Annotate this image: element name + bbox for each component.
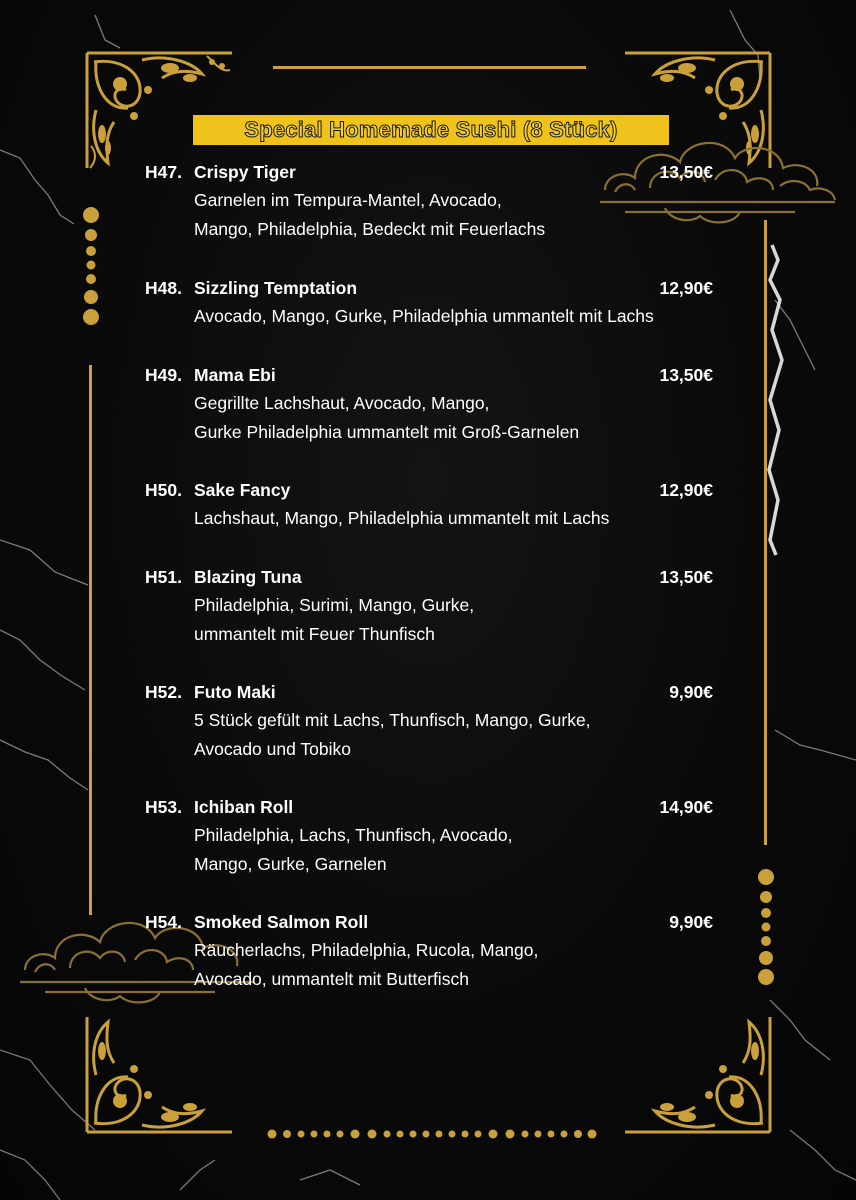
floral-ornament-bottom-right [620, 1012, 775, 1137]
item-description-line: Philadelphia, Surimi, Mango, Gurke, [194, 595, 475, 615]
item-name: Blazing Tuna [194, 567, 302, 587]
left-gold-line [89, 365, 92, 915]
item-description-line: ummantelt mit Feuer Thunfisch [194, 624, 435, 644]
item-description-line: Räucherlachs, Philadelphia, Rucola, Mango, [194, 940, 539, 960]
item-name: Sizzling Temptation [194, 278, 358, 298]
item-price: 14,90€ [659, 797, 713, 817]
item-description-line: Gurke Philadelphia ummantelt mit Groß-Garnelen [194, 422, 580, 442]
item-description-line: Avocado, ummantelt mit Butterfisch [194, 969, 469, 989]
item-price: 13,50€ [659, 365, 713, 385]
menu-item [145, 480, 713, 533]
item-code: H48. [145, 278, 182, 298]
item-name: Crispy Tiger [194, 162, 296, 182]
floral-ornament-bottom-left [82, 1012, 237, 1137]
item-code: H50. [145, 480, 182, 500]
menu-item [145, 682, 713, 764]
item-description-line: Lachshaut, Mango, Philadelphia ummantelt mit Lachs [194, 508, 610, 528]
item-name: Sake Fancy [194, 480, 291, 500]
item-price: 12,90€ [659, 278, 713, 298]
item-description-line: Philadelphia, Lachs, Thunfisch, Avocado, [194, 825, 513, 845]
item-code: H54. [145, 912, 182, 932]
item-description-line: 5 Stück gefült mit Lachs, Thunfisch, Mango, Gurke, [194, 710, 591, 730]
menu-item [145, 365, 713, 447]
item-description-line: Gegrillte Lachshaut, Avocado, Mango, [194, 393, 490, 413]
item-price: 9,90€ [669, 912, 713, 932]
left-dot-column [80, 205, 102, 330]
item-code: H49. [145, 365, 182, 385]
item-name: Futo Maki [194, 682, 276, 702]
menu-item [145, 797, 713, 879]
item-description-line: Mango, Philadelphia, Bedeckt mit Feuerlachs [194, 219, 546, 239]
floral-ornament-top-left [82, 48, 237, 173]
item-price: 12,90€ [659, 480, 713, 500]
item-name: Smoked Salmon Roll [194, 912, 369, 932]
menu-item [145, 278, 713, 331]
item-code: H47. [145, 162, 182, 182]
item-code: H51. [145, 567, 182, 587]
item-name: Mama Ebi [194, 365, 276, 385]
right-gold-line [764, 220, 767, 845]
item-price: 13,50€ [659, 162, 713, 182]
item-code: H52. [145, 682, 182, 702]
menu-item [145, 567, 713, 649]
item-price: 13,50€ [659, 567, 713, 587]
item-code: H53. [145, 797, 182, 817]
floral-ornament-top-right [620, 48, 775, 173]
bottom-dot-line [265, 1125, 600, 1143]
item-description-line: Avocado und Tobiko [194, 739, 351, 759]
item-description-line: Mango, Gurke, Garnelen [194, 854, 387, 874]
top-gold-line [273, 66, 586, 69]
item-description-line: Garnelen im Tempura-Mantel, Avocado, [194, 190, 502, 210]
menu-item [145, 912, 713, 994]
right-dot-column [755, 865, 777, 990]
menu-item [145, 162, 713, 244]
item-description-line: Avocado, Mango, Gurke, Philadelphia ummantelt mit Lachs [194, 306, 654, 326]
menu-section-title: Special Homemade Sushi (8 Stück) [193, 115, 669, 145]
item-price: 9,90€ [669, 682, 713, 702]
item-name: Ichiban Roll [194, 797, 294, 817]
